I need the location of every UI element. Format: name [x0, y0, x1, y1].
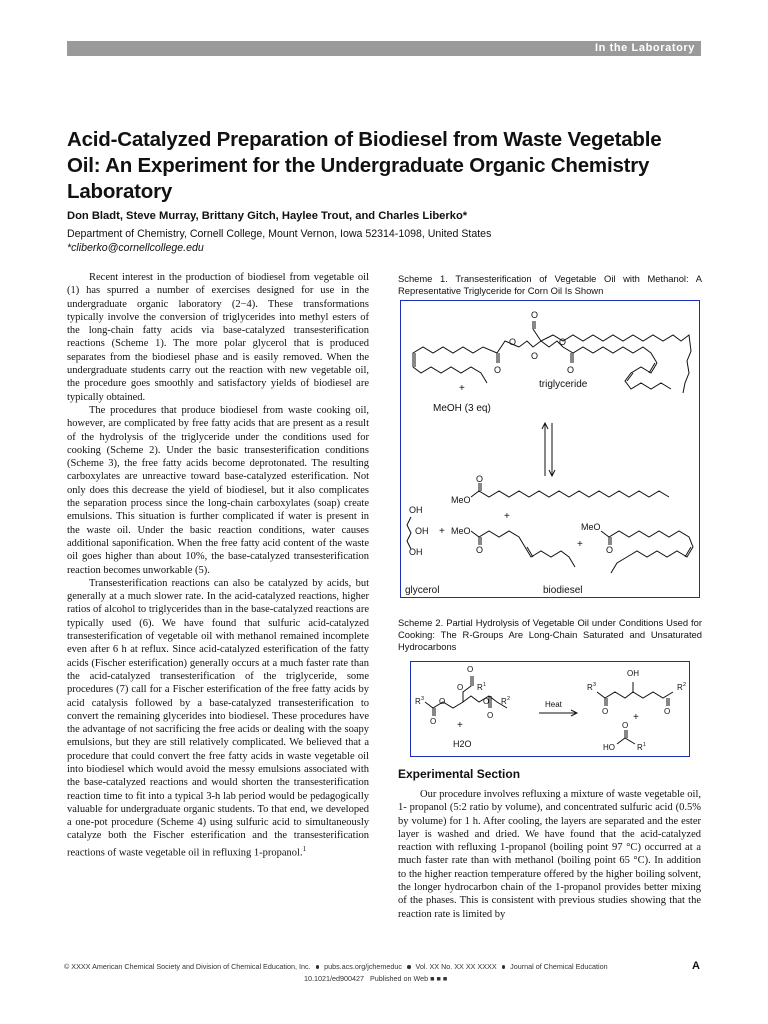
paragraph-waste-oil: The procedures that produce biodiesel from waste cooking oil, however, are complicated by free fatty acids that are present as a result of the hydrolysis of the triglyceride under the conditions used for cooking (Scheme 2). Under the basic transesterification conditions (Scheme 3), the free fatty acids become deprotonated. The resulting carboxylates are unreactive toward base-catalyzed esterification. Not only does this decrease the yield of biodiesel, but it also complicates the separation process since the long-chain carboxylates (soap) create emulsions. This situation is further complicated if water is present in the waste oil. Under the basic reaction conditions, water causes additional saponification. When the free fatty acid content of the waste oil goes higher than about 10%, the base-catalyzed transesterification reaction becomes unworkable (5).	[67, 404, 369, 576]
paragraph-acid-catalysis	[67, 577, 369, 860]
affiliation: Department of Chemistry, Cornell College, Mount Vernon, Iowa 52314-1098, United States	[67, 228, 492, 240]
triglyceride-generic	[425, 696, 507, 708]
scheme2-o-9: O	[622, 721, 629, 730]
scheme1-oh-1: OH	[409, 505, 423, 515]
scheme2-r2-product-sub: 2	[683, 682, 687, 688]
triglyceride-backbone	[519, 341, 563, 347]
scheme2-caption: Scheme 2. Partial Hydrolysis of Vegetable Oil under Conditions Used for Cooking: The R-Groups Are Long-Chain Saturated and Unsaturated Hydrocarbons	[398, 617, 702, 652]
scheme2-o-1: O	[467, 665, 474, 674]
scheme2-r1: R	[477, 683, 483, 692]
scheme1-o-carbonyl-left: O	[494, 365, 502, 375]
scheme2-o-2: O	[457, 683, 464, 692]
experimental-heading: Experimental Section	[398, 767, 521, 781]
copyright-notice: © XXXX American Chemical Society and Division of Chemical Education, Inc.	[64, 962, 311, 971]
methyl-ester-1	[471, 491, 669, 497]
scheme1-figure	[400, 300, 700, 598]
heat-label: Heat	[545, 700, 562, 709]
scheme2-oh: OH	[627, 669, 639, 678]
corresponding-email[interactable]: *cliberko@cornellcollege.edu	[67, 242, 204, 254]
scheme2-r3-product-sub: 3	[593, 682, 597, 688]
scheme1-meo-2: MeO	[451, 526, 471, 536]
article-title: Acid-Catalyzed Preparation of Biodiesel from Waste Vegetable Oil: An Experiment for the Undergraduate Organic Chemistry Laboratory	[67, 128, 662, 203]
publish-date: Published on Web ■ ■ ■	[369, 974, 448, 983]
scheme1-drawing	[401, 301, 699, 597]
journal-name: Journal of Chemical Education	[510, 962, 608, 971]
scheme2-figure	[410, 661, 690, 757]
scheme1-plus-reagent: +	[459, 383, 465, 394]
scheme2-r3: R	[415, 697, 421, 706]
methyl-ester-2	[471, 531, 575, 567]
separator-dot-icon	[407, 965, 411, 969]
scheme2-r1-product-sub: 1	[643, 742, 647, 748]
scheme1-meo-1: MeO	[451, 495, 471, 505]
footnote-marker[interactable]: 1	[302, 844, 307, 853]
scheme2-o-7: O	[602, 707, 609, 716]
scheme1-o-mid: O	[509, 337, 517, 347]
scheme2-o-3: O	[439, 697, 446, 706]
glycerol-label: glycerol	[405, 585, 440, 596]
triglyceride-label: triglyceride	[539, 379, 588, 390]
scheme2-drawing	[411, 662, 689, 756]
biodiesel-label: biodiesel	[543, 585, 583, 596]
scheme1-oh-3: OH	[409, 547, 423, 557]
scheme2-r3-product: R	[587, 683, 593, 692]
page-footer	[64, 962, 704, 983]
scheme1-o-ester3: O	[606, 545, 614, 555]
diglyceride-generic	[597, 692, 673, 698]
scheme2-r1-sub: 1	[483, 682, 487, 688]
scheme1-o-top: O	[531, 310, 539, 320]
page-number: A	[692, 960, 700, 972]
paragraph-intro: Recent interest in the production of biodiesel from vegetable oil (1) has spurred a number of exercises designed for use in the undergraduate organic laboratory (2−4). These transformations typically involve the conversion of triglycerides into methyl esters of the long-chain fatty acids via base-catalyzed transesterification reactions (Scheme 1). The more polar glycerol that is produced separates from the biodiesel phase and is easily removed. When the undergraduate students carry out the reaction with new vegetable oil, the procedure goes smoothly and satisfactory yields of biodiesel are typically obtained.	[67, 272, 369, 403]
scheme2-o-6: O	[487, 711, 494, 720]
doi-link[interactable]: 10.1021/ed900427	[304, 974, 364, 983]
left-column	[67, 271, 369, 860]
scheme1-plus-3: +	[577, 539, 583, 550]
scheme1-oh-2: OH	[415, 526, 429, 536]
scheme2-plus-1: +	[457, 720, 463, 731]
triglyceride-right-chain	[563, 347, 657, 363]
paragraph-acid-catalysis-text: Transesterification reactions can also be catalyzed by acids, but generally at a much slower rate. In the acid-catalyzed reactions, higher ratios of alcohol to triglycerides than in the base-catalyzed reactions are typically used (6). We have found that sulfuric acid-catalyzed transesterification of vegetable oil with methanol remained incomplete even after 6 h at reflux. Since acid-catalyzed esterification of the fatty acids (Fischer esterification) generally occurs at a much faster rate than the acid-catalyzed transesterification of the triglyceride, some procedures (7) call for a Fischer esterification of the free fatty acids by acid catalysis followed by a base-catalyzed transesterification to convert the remaining glycerides into biodiesel. These procedures have the advantage of not sacrificing the free acids or dealing with the soapy emulsions, but they are still relatively complicated. We believed that a procedure that could convert the free fatty acids in waste vegetable oil into biodiesel which would avoid the messy emulsions associated with the base-catalyzed reactions and would shorten the transesterification reaction time to fit into a typical 3-h lab period would be pedagogically valuable for undergraduate organic students. To that end, we developed a one-pot procedure (Scheme 4) using sulfuric acid to simultaneously catalyze both the Fischer esterification and the transesterification reactions of waste vegetable oil in refluxing 1-propanol.	[67, 577, 369, 859]
scheme1-o-ester2: O	[476, 545, 484, 555]
scheme1-plus-2: +	[439, 526, 445, 537]
scheme2-r1-product: R	[637, 743, 643, 752]
scheme2-plus-2: +	[633, 712, 639, 723]
scheme1-o-right: O	[559, 337, 567, 347]
water-label: H2O	[453, 739, 472, 749]
triglyceride-left-chain	[413, 341, 519, 367]
scheme1-plus-1: +	[504, 511, 510, 522]
scheme2-r3-sub: 3	[421, 696, 425, 702]
scheme2-r2-sub: 2	[507, 696, 511, 702]
glycerol-structure	[407, 517, 411, 549]
scheme1-o-ester1: O	[476, 474, 484, 484]
scheme2-r2: R	[501, 697, 507, 706]
section-label: In the Laboratory	[594, 42, 695, 54]
right-column	[398, 788, 701, 921]
scheme2-o-8: O	[664, 707, 671, 716]
scheme1-o-carbonyl-right: O	[567, 365, 575, 375]
fatty-acid-generic	[617, 738, 635, 744]
paragraph-procedure: Our procedure involves refluxing a mixture of waste vegetable oil, 1- propanol (5:2 ratio by volume), and concentrated sulfuric acid (0.5% by volume) for 1 h. After cooling, the layers are separated and the ester layer is washed and dried. We have found that the acid-catalyzed reaction with refluxing 1-propanol (boiling point 97 °C) occurred at a much faster rate than with methanol (boiling point 65 °C). In addition to the higher reaction temperature offered by the higher boiling solvent, the longer hydrocarbon chain of the 1-propanol provides better mixing of the phases. This is consistent with previous studies showing that the reaction rate is limited by	[398, 789, 701, 920]
scheme2-r2-product: R	[677, 683, 683, 692]
scheme2-ho: HO	[603, 743, 615, 752]
volume-info: Vol. XX No. XX XX XXXX	[415, 962, 497, 971]
section-header-bar	[67, 41, 701, 56]
journal-url[interactable]: pubs.acs.org/jchemeduc	[324, 962, 403, 971]
methyl-ester-3	[601, 531, 693, 573]
separator-dot-icon	[502, 965, 506, 969]
scheme2-o-4: O	[483, 697, 490, 706]
scheme1-meo-3: MeO	[581, 522, 601, 532]
author-list: Don Bladt, Steve Murray, Brittany Gitch, Haylee Trout, and Charles Liberko*	[67, 210, 468, 222]
methanol-label: MeOH (3 eq)	[433, 403, 491, 414]
separator-dot-icon	[316, 965, 320, 969]
scheme2-o-5: O	[430, 717, 437, 726]
scheme1-caption: Scheme 1. Transesterification of Vegetable Oil with Methanol: A Representative Triglyceride for Corn Oil Is Shown	[398, 273, 702, 296]
scheme1-o-left: O	[531, 351, 539, 361]
